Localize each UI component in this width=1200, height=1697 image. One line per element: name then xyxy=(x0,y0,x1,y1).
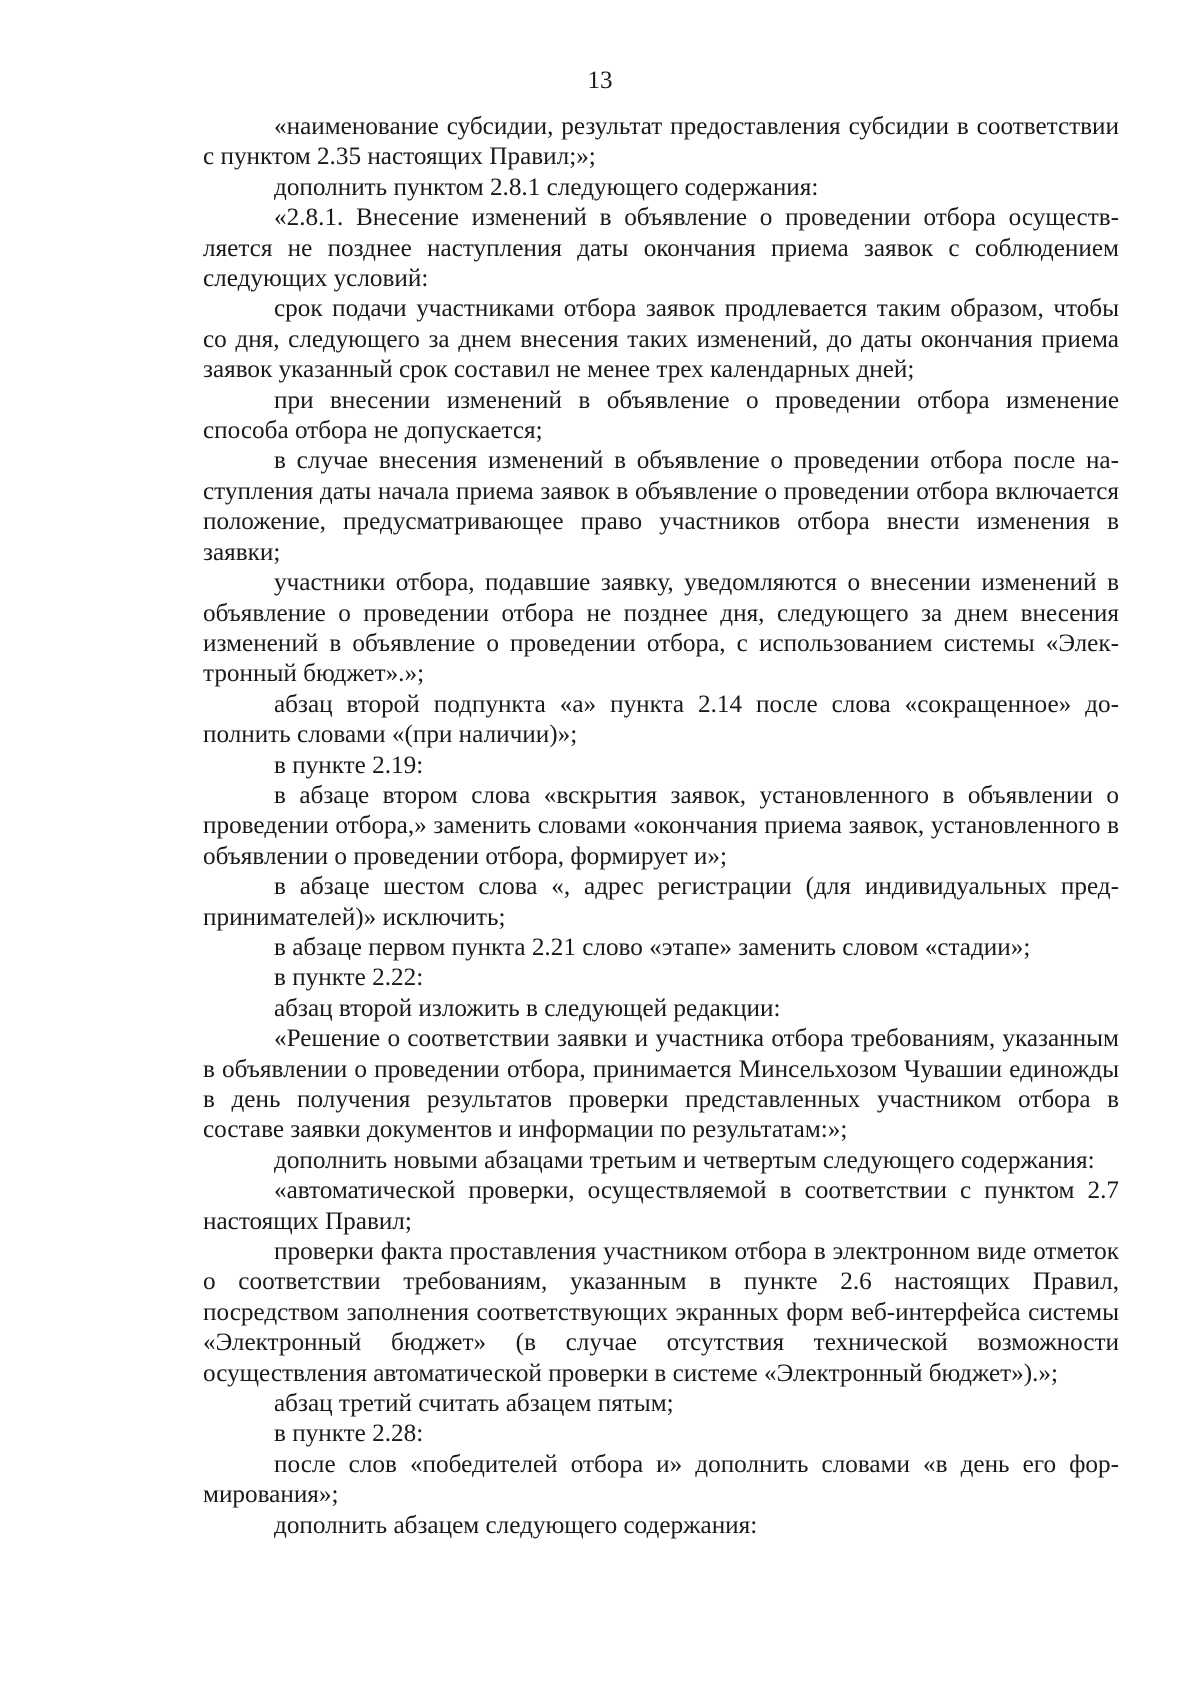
paragraph: «Решение о соответствии заявки и участника отбора требованиям, указанным в объявлении о проведении отбора, принимается Минсельхозом Чувашии единожды в день получения результатов проверки представленных участником отбора в составе заявки документов и информации по результатам:»; xyxy=(203,1025,1119,1144)
paragraph: проверки факта проставления участником отбора в электронном виде отметок о соответствии требованиям, указанным в пункте 2.6 настоящих Правил, посредством заполнения соответствующих экранных форм веб-интерфейса системы «Электронный бюджет» (в случае отсутствия технической возможности осуществления автоматической проверки в системе «Электронный бюджет»).»; xyxy=(203,1238,1119,1387)
paragraph: в пункте 2.28: xyxy=(274,1420,424,1448)
paragraph: после слов «победителей отбора и» дополнить словами «в день его формирования»; xyxy=(203,1450,1119,1509)
paragraph: участники отбора, подавшие заявку, уведомляются о внесении изменений в объявление о проведении отбора не позднее дня, следующего за днем внесения изменений в объявление о проведении отбора, с использованием системы «Электронный бюджет».»; xyxy=(203,569,1119,688)
paragraph: дополнить новыми абзацами третьим и четвертым следующего содержания: xyxy=(274,1146,1095,1174)
paragraph: абзац второй подпункта «а» пункта 2.14 после слова «сокращенное» дополнить словами «(при наличии)»; xyxy=(203,690,1119,749)
paragraph: срок подачи участниками отбора заявок продлевается таким образом, чтобы со дня, следующего за днем внесения таких изменений, до даты окончания приема заявок указанный срок составил не менее трех календарных дней; xyxy=(203,295,1119,384)
paragraph: дополнить пунктом 2.8.1 следующего содержания: xyxy=(274,173,819,201)
paragraph: абзац третий считать абзацем пятым; xyxy=(274,1390,674,1418)
paragraph: в пункте 2.19: xyxy=(274,751,424,779)
paragraph: «2.8.1. Внесение изменений в объявление о проведении отбора осуществляется не позднее наступления даты окончания приема заявок с соблюдением следующих условий: xyxy=(203,204,1119,293)
paragraph: «автоматической проверки, осуществляемой в соответствии с пунктом 2.7 настоящих Правил; xyxy=(203,1177,1119,1235)
paragraph: дополнить абзацем следующего содержания: xyxy=(274,1511,758,1539)
paragraph: в пункте 2.22: xyxy=(274,964,424,992)
paragraph: в случае внесения изменений в объявление о проведении отбора после наступления даты начала приема заявок в объявление о проведении отбора включается положение, предусматривающее право участников отбора внести изменения в заявки; xyxy=(203,447,1119,566)
paragraph: в абзаце втором слова «вскрытия заявок, установленного в объявлении о проведении отбора,» заменить словами «окончания приема заявок, установленного в объявлении о проведении отбора, формирует и»; xyxy=(203,781,1119,870)
paragraph: в абзаце первом пункта 2.21 слово «этапе» заменить словом «стадии»; xyxy=(274,933,1031,961)
paragraph: при внесении изменений в объявление о проведении отбора изменение способа отбора не допускается; xyxy=(203,386,1119,445)
paragraph: «наименование субсидии, результат предоставления субсидии в соответствии с пунктом 2.35 настоящих Правил;»; xyxy=(203,113,1119,171)
document-body xyxy=(203,112,1119,1541)
paragraph: абзац второй изложить в следующей редакции: xyxy=(274,994,781,1022)
paragraph: в абзаце шестом слова «, адрес регистрации (для индивидуальных предпринимателей)» исключить; xyxy=(203,873,1119,931)
page-number: 13 xyxy=(587,67,613,94)
